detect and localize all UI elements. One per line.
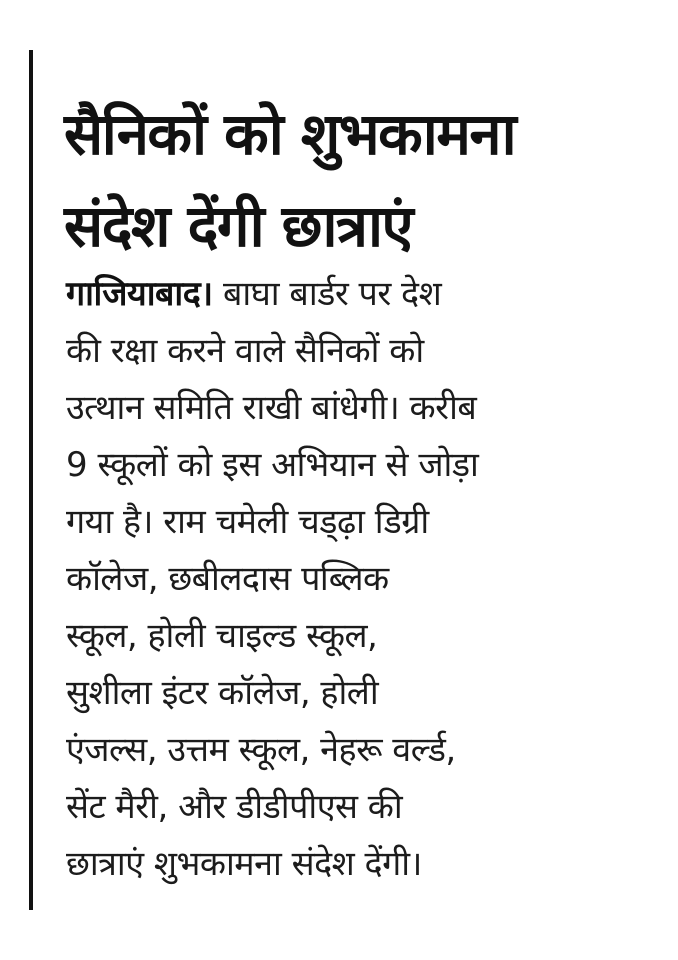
dateline: गाजियाबाद। [66,274,213,314]
article-line-7: स्कूल, होली चाइल्ड स्कूल, [66,616,378,656]
article-line-4: 9 स्कूलों को इस अभियान से जोड़ा [66,445,479,485]
column-rule [29,50,33,910]
article-line-10: सेंट मैरी, और डीडीपीएस की [66,787,403,827]
article-line-11: छात्राएं शुभकामना संदेश देंगी। [66,844,422,884]
article-line-3: उत्थान समिति राखी बांधेगी। करीब [66,388,477,428]
article-line-1 [66,266,656,323]
headline [64,88,654,272]
article-line-9: एंजल्स, उत्तम स्कूल, नेहरू वर्ल्ड, [66,730,456,770]
headline-line-2: संदेश देंगी छात्राएं [64,192,413,260]
article-line-5: गया है। राम चमेली चड्ढ़ा डिग्री [66,502,429,542]
article-line-6: कॉलेज, छबीलदास पब्लिक [66,559,389,599]
article-line-8: सुशीला इंटर कॉलेज, होली [66,673,379,713]
article-body [66,266,656,893]
headline-line-1: सैनिकों को शुभकामना [64,100,516,168]
article-line-1-text: बाघा बार्डर पर देश [222,274,442,314]
article-line-2: की रक्षा करने वाले सैनिकों को [66,331,424,371]
